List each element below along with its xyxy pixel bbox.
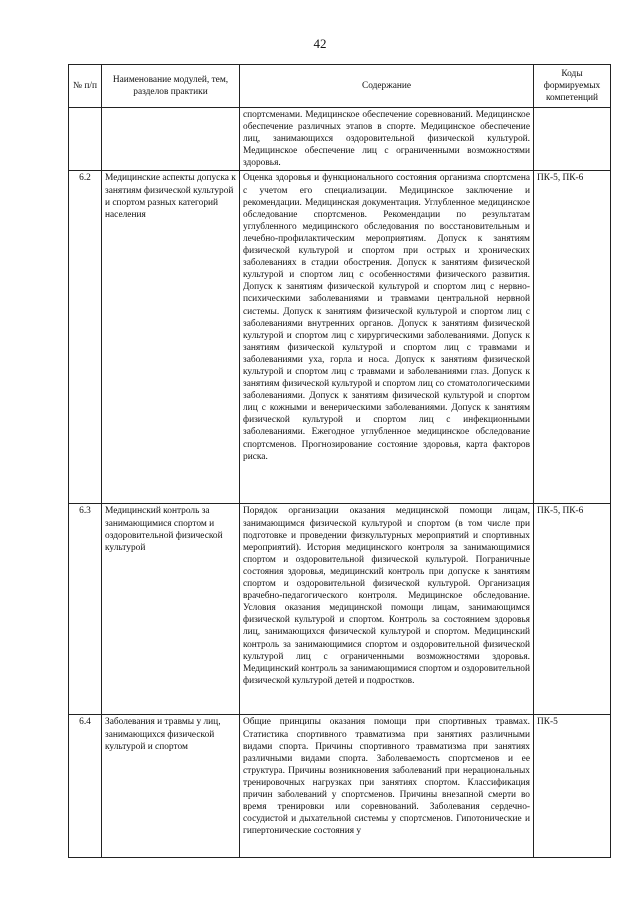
- row-name: Заболевания и травмы у лиц, занимающихся физической культурой и спортом: [102, 715, 240, 858]
- row-number: 6.3: [69, 504, 102, 715]
- header-content: Содержание: [240, 65, 534, 108]
- row-codes: ПК-5, ПК-6: [534, 171, 611, 504]
- table-row: [69, 504, 611, 715]
- row-number: [69, 108, 102, 171]
- row-name: [102, 108, 240, 171]
- page-number: 42: [313, 36, 327, 51]
- row-codes: [534, 108, 611, 171]
- table-row: [69, 171, 611, 504]
- header-codes: Коды формируемых компетенций: [534, 65, 611, 108]
- table-header-row: [69, 65, 611, 108]
- row-name: Медицинский контроль за занимающимися спортом и оздоровительной физической культурой: [102, 504, 240, 715]
- row-codes: ПК-5: [534, 715, 611, 858]
- row-number: 6.4: [69, 715, 102, 858]
- row-number: 6.2: [69, 171, 102, 504]
- row-content: Общие принципы оказания помощи при спортивных травмах. Статистика спортивного травматизма при занятиях различными видами спорта. Причины спортивного травматизма при занятиях различными видами спорта. Заболеваемость спортсменов и ее структура. Причины возникновения заболеваний при нерациональных тренировочных нагрузках при занятиях спортом. Классификация причин заболеваний у спортсменов. Причины внезапной смерти во время тренировки или соревнований. Заболевания сердечно-сосудистой и дыхательной системы у спортсменов. Гипотонические и гипертонические состояния у: [240, 715, 534, 858]
- row-content: Оценка здоровья и функционального состояния организма спортсмена с учетом его специализации. Медицинское заключение и рекомендации. Медицинская документация. Углубленное медицинское обследование спортсменов. Рекомендации по результатам углубленного медицинского обследования по восстановительным и лечебно-профилактическим мероприятиям. Допуск к занятиям физической культурой и спортом при острых и хронических заболеваниях в стадии обострения. Допуск к занятиям физической культурой и спортом лиц с особенностями физического развития. Допуск к занятиям физической культурой и спортом лиц с нервно-психическими заболеваниями и травмами центральной нервной системы. Допуск к занятиям физической культурой и спортом лиц с заболеваниями внутренних органов. Допуск к занятиям физической культурой и спортом лиц с хирургическими заболеваниями. Допуск к занятиям физической культурой и спортом лиц с травмами и заболеваниями уха, горла и носа. Допуск к занятиям физической культурой и спортом лиц с травмами и заболеваниями глаз. Допуск к занятиям физической культурой и спортом лиц со стоматологическими заболеваниями. Допуск к занятиям физической культурой и спортом лиц с кожными и венерическими заболеваниями. Допуск к занятиям физической культурой и спортом лиц с инфекционными заболеваниями. Ежегодное углубленное медицинское обследование спортсменов. Прогнозирование состояние здоровья, карта факторов риска.: [240, 171, 534, 504]
- row-name: Медицинские аспекты допуска к занятиям физической культурой и спортом разных категорий населения: [102, 171, 240, 504]
- header-name: Наименование модулей, тем, разделов практики: [102, 65, 240, 108]
- row-content: спортсменами. Медицинское обеспечение соревнований. Медицинское обеспечение различных этапов в спорте. Медицинское обеспечение лиц, занимающихся оздоровительной физической культурой. Медицинское обеспечение лиц с ограниченными возможностями здоровья.: [240, 108, 534, 171]
- table-row: [69, 108, 611, 171]
- header-number: № п/п: [69, 65, 102, 108]
- curriculum-table: [68, 64, 611, 858]
- row-codes: ПК-5, ПК-6: [534, 504, 611, 715]
- row-content: Порядок организации оказания медицинской помощи лицам, занимающимся физической культурой и спортом (в том числе при подготовке и проведении физкультурных мероприятий и спортивных мероприятий). История медицинского контроля за занимающимися спортом и оздоровительной физической культурой. Пограничные состояния здоровья, медицинский контроль при допуске к занятиям спортом и оздоровительной физической культурой. Организация врачебно-педагогического контроля. Медицинское обследование. Условия оказания медицинской помощи лицам, занимающимся физической культурой и спортом. Контроль за состоянием здоровья лиц, занимающихся физической культурой и спортом. Медицинский контроль за занимающимися спортом и оздоровительной физической культурой лиц с ограниченными возможностями здоровья. Медицинский контроль за занимающимися спортом и оздоровительной физической культурой детей и подростков.: [240, 504, 534, 715]
- table-row: [69, 715, 611, 858]
